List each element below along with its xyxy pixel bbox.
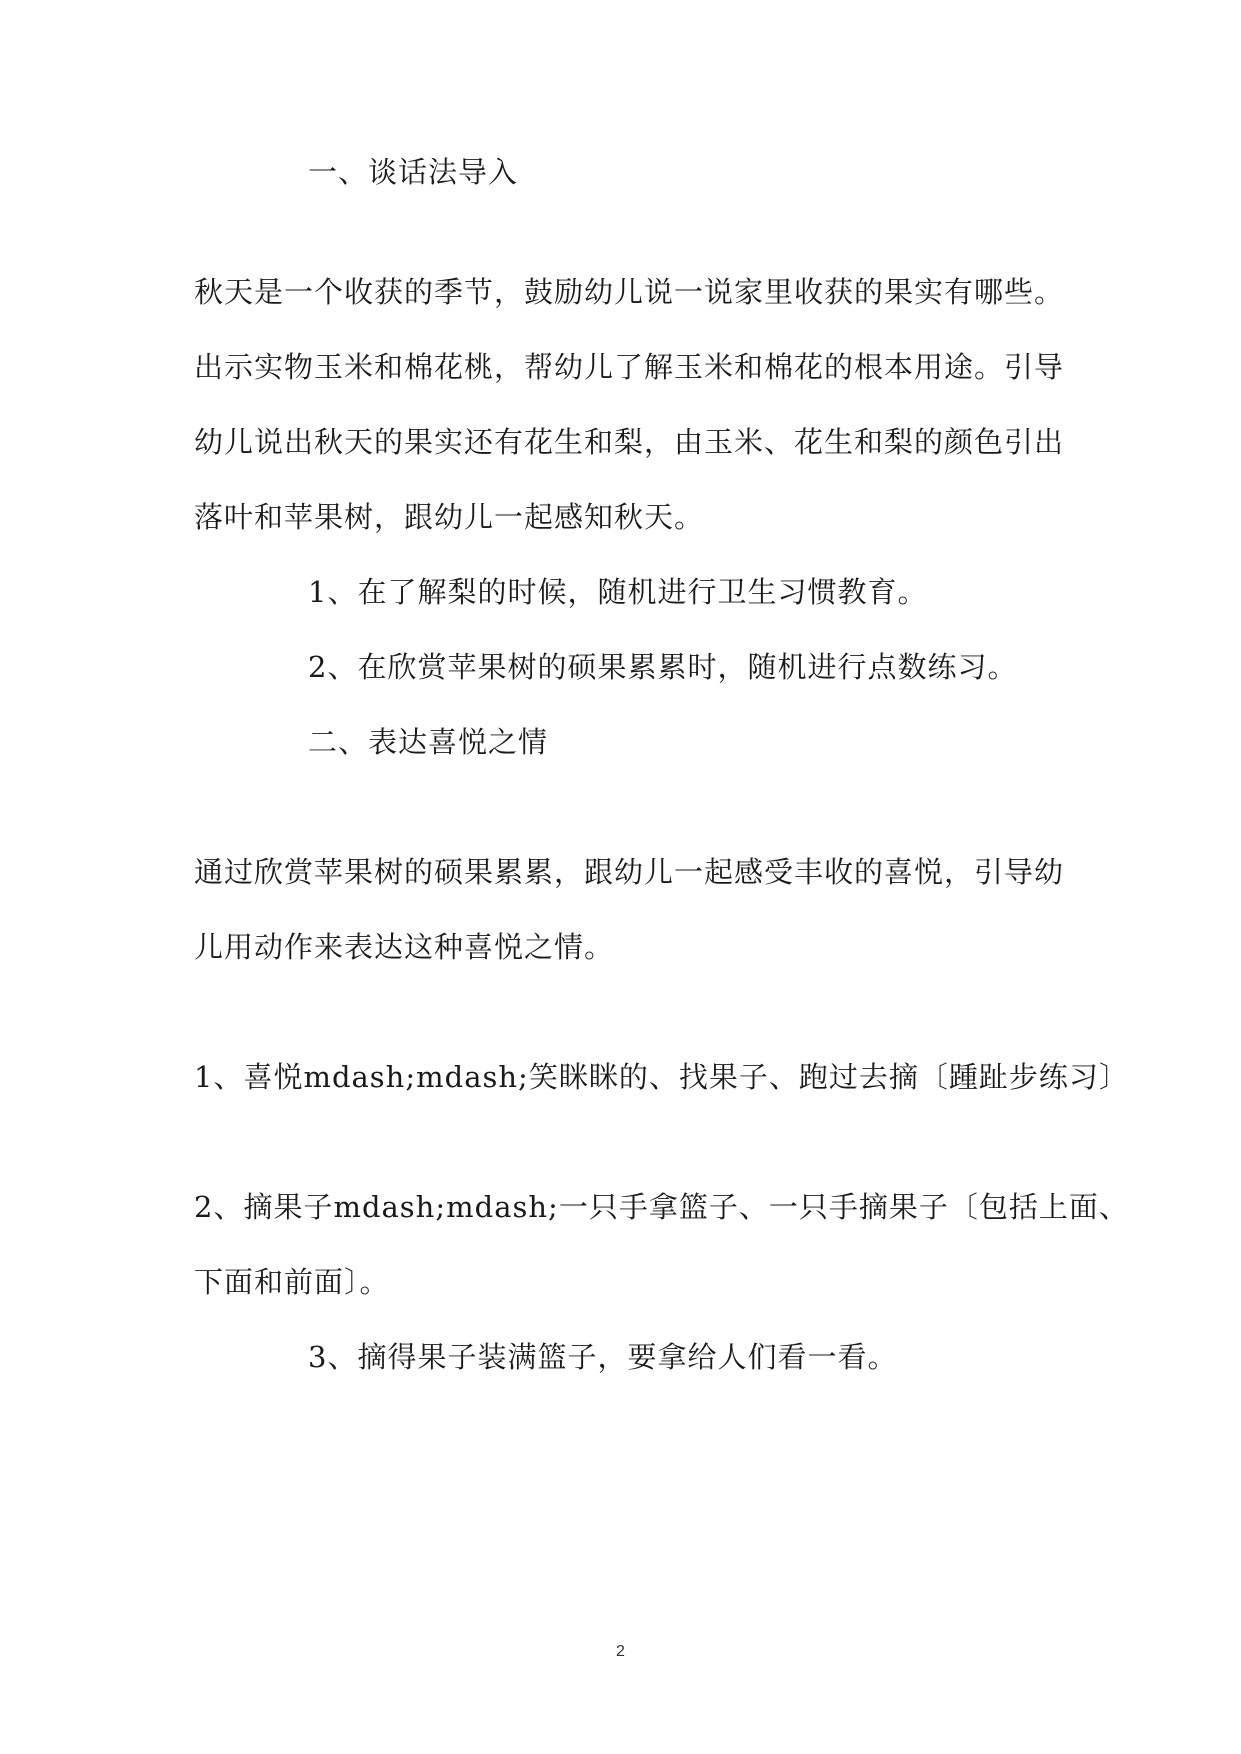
step-2-line-1: 2、摘果子mdash;mdash;一只手拿篮子、一只手摘果子〔包括上面、 [194, 1190, 1129, 1224]
section-heading-1: 一、谈话法导入 [308, 155, 519, 189]
paragraph-1-line-3: 幼儿说出秋天的果实还有花生和梨，由玉米、花生和梨的颜色引出 [194, 425, 1065, 459]
paragraph-1-line-2: 出示实物玉米和棉花桃，帮幼儿了解玉米和棉花的根本用途。引导 [194, 350, 1065, 384]
page-number: 2 [616, 1643, 625, 1660]
paragraph-2-line-1: 通过欣赏苹果树的硕果累累，跟幼儿一起感受丰收的喜悦，引导幼 [194, 855, 1065, 889]
step-1: 1、喜悦mdash;mdash;笑眯眯的、找果子、跑过去摘〔踵趾步练习〕 [194, 1060, 1129, 1094]
step-3: 3、摘得果子装满篮子，要拿给人们看一看。 [308, 1340, 898, 1374]
paragraph-2-line-2: 儿用动作来表达这种喜悦之情。 [194, 930, 615, 964]
list-item-2: 2、在欣赏苹果树的硕果累累时，随机进行点数练习。 [308, 650, 1018, 684]
list-item-1: 1、在了解梨的时候，随机进行卫生习惯教育。 [308, 575, 928, 609]
step-2-line-2: 下面和前面〕。 [194, 1265, 390, 1299]
section-heading-2: 二、表达喜悦之情 [308, 725, 549, 759]
paragraph-1-line-4: 落叶和苹果树，跟幼儿一起感知秋天。 [194, 500, 705, 534]
paragraph-1-line-1: 秋天是一个收获的季节，鼓励幼儿说一说家里收获的果实有哪些。 [194, 275, 1065, 309]
